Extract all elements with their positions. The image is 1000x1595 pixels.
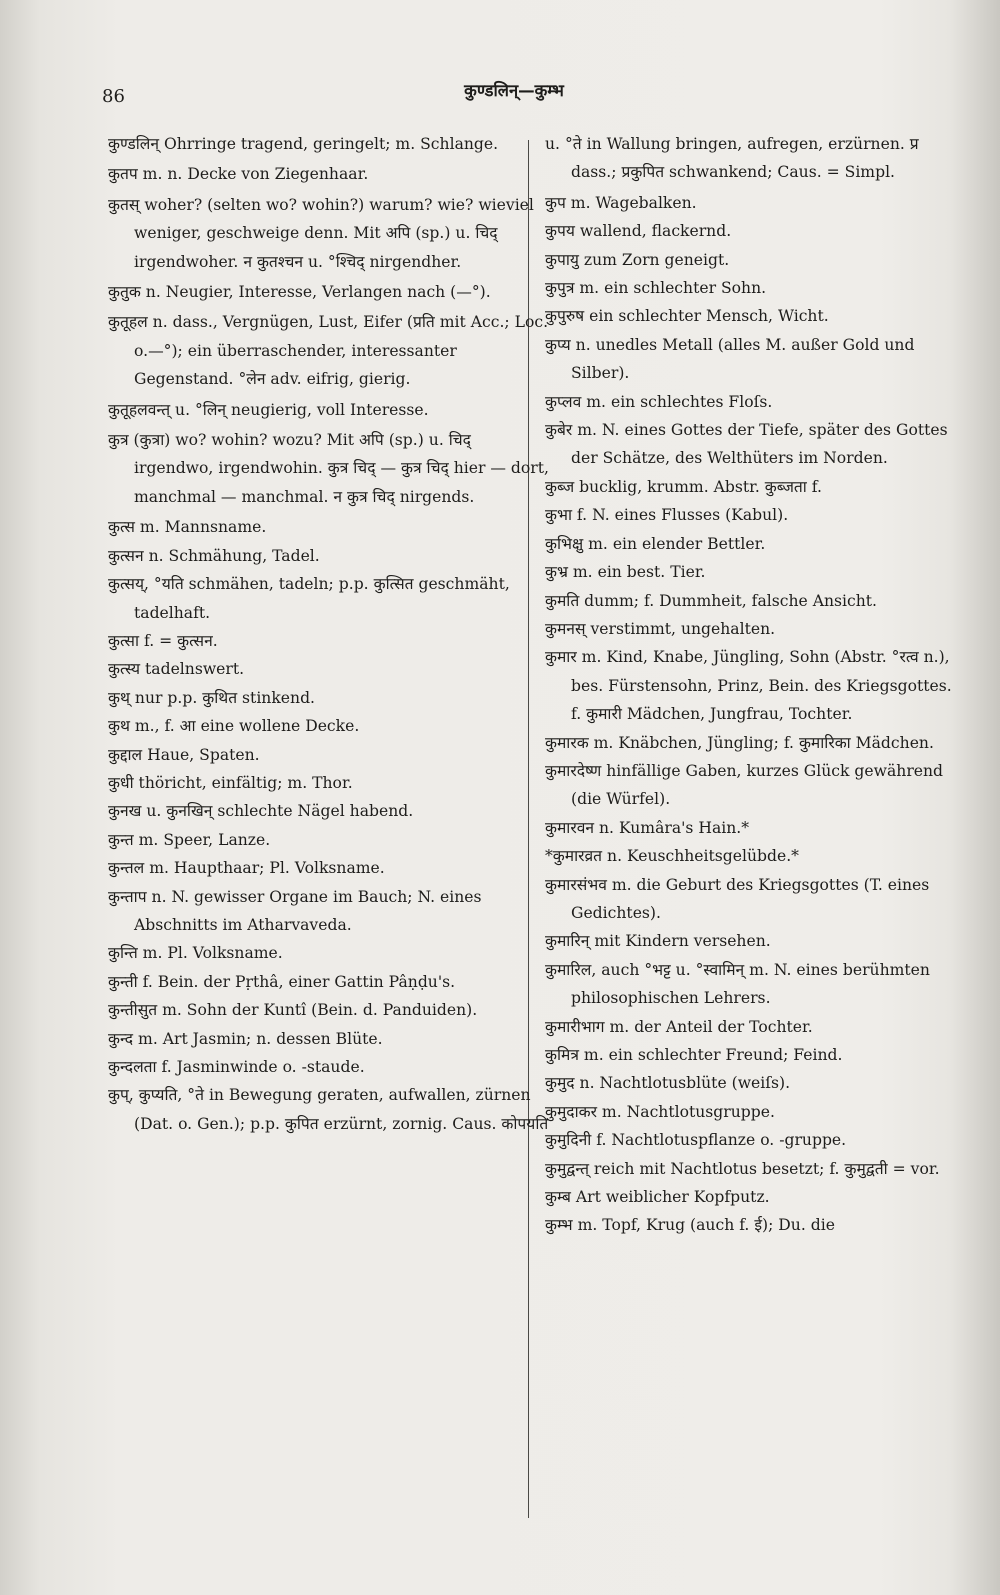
dictionary-entry: कुथ् nur p.p. कुथित stinkend. <box>108 688 316 707</box>
dictionary-entry: कुद्दाल Haue, Spaten. <box>108 745 260 764</box>
dictionary-entry: कुत्स्य tadelnswert. <box>108 660 245 679</box>
dictionary-entry: कुप्लव m. ein schlechtes Floſs. <box>545 392 773 411</box>
dictionary-entry: कुमुदिनी f. Nachtlotuspflanze o. -gruppe. <box>545 1131 847 1150</box>
running-headword: कुण्डलिन्—कुम्भ <box>464 81 564 100</box>
dictionary-entry: कुमारक m. Knäbchen, Jüngling; f. कुमारिका Mädchen. <box>545 733 934 752</box>
dictionary-entry: कुत्सन n. Schmähung, Tadel. <box>108 546 320 565</box>
dictionary-entry: कुमारीभाग m. der Anteil der Tochter. <box>545 1017 813 1036</box>
dictionary-entry: कुमनस् verstimmt, ungehalten. <box>545 619 776 638</box>
dictionary-entry: कुन्दलता f. Jasminwinde o. -staude. <box>108 1058 365 1076</box>
dictionary-entry: कुभिक्षु m. ein elender Bettler. <box>545 534 766 553</box>
dictionary-entry: कुतूहल n. dass., Vergnügen, Lust, Eifer (प्रति mit Acc.; Loc. o.—°); ein überraschender, interessanter Gegenstand. °लेन adv. eifrig, gierig. <box>108 313 549 389</box>
dictionary-entry: कुन्त m. Speer, Lanze. <box>108 830 271 849</box>
dictionary-entry: कुपय wallend, flackernd. <box>545 222 732 241</box>
dictionary-entry: कुम्भ m. Topf, Krug (auch f. ई); Du. die <box>545 1216 835 1235</box>
dictionary-entry: कुप्, कुप्यति, °ते in Bewegung geraten, aufwallen, zürnen (Dat. o. Gen.); p.p. कुपित erzürnt, zornig. Caus. कोपयति <box>108 1086 549 1133</box>
dictionary-entry: कुप m. Wagebalken. <box>545 193 697 212</box>
page-number: 86 <box>102 86 125 107</box>
dictionary-entry: कुत्र (कुत्रा) wo? wohin? wozu? Mit अपि (sp.) u. चिद् irgendwo, irgendwohin. कुत्र चिद् — कुत्र चिद् hier — dort, manchmal — manchmal. न कुत्र चिद् nirgends. <box>108 431 549 506</box>
dictionary-entry: कुमुदाकर m. Nachtlotusgruppe. <box>545 1102 775 1121</box>
dictionary-entry: *कुमारव्रत n. Keuschheitsgelübde.* <box>545 847 799 866</box>
dictionary-entry: कुमुद n. Nachtlotusblüte (weiſs). <box>545 1074 791 1093</box>
dictionary-entry: कुमारिन् mit Kindern versehen. <box>545 932 771 951</box>
dictionary-entry: कुब्ज bucklig, krumm. Abstr. कुब्जता f. <box>545 477 822 496</box>
dictionary-entry: कुबेर m. N. eines Gottes der Tiefe, später des Gottes der Schätze, des Welthüters im Norden. <box>545 421 948 468</box>
dictionary-entry: कुपुत्र m. ein schlechter Sohn. <box>545 279 767 298</box>
dictionary-entry: कुन्ताप n. N. gewisser Organe im Bauch; N. eines Abschnitts im Atharvaveda. <box>108 887 482 934</box>
dictionary-entry: कुमति dumm; f. Dummheit, falsche Ansicht. <box>545 591 877 610</box>
dictionary-entry: कुभ्र m. ein best. Tier. <box>545 563 706 582</box>
dictionary-entry: कुमारवन n. Kumâra's Hain.* <box>545 818 750 837</box>
dictionary-entry: कुधी thöricht, einfältig; m. Thor. <box>108 773 353 792</box>
dictionary-entry: कुत्सा f. = कुत्सन. <box>108 631 218 650</box>
dictionary-entry: कुतप m. n. Decke von Ziegenhaar. <box>108 165 369 184</box>
dictionary-entry: कुमारिल, auch °भट्ट u. °स्वामिन् m. N. eines berühmten philosophischen Lehrers. <box>545 960 930 1008</box>
dictionary-entry: कुन्ति m. Pl. Volksname. <box>108 944 283 963</box>
dictionary-entry: कुम्ब Art weiblicher Kopfputz. <box>545 1188 770 1207</box>
dictionary-entry: कुभा f. N. eines Flusses (Kabul). <box>545 506 789 525</box>
dictionary-entry: कुमुद्वन्त् reich mit Nachtlotus besetzt; f. कुमुद्वती = vor. <box>545 1159 940 1178</box>
dictionary-entry: कुत्सय्, °यति schmähen, tadeln; p.p. कुत्सित geschmäht, tadelhaft. <box>108 575 510 622</box>
right-column <box>545 130 953 1240</box>
dictionary-entry: कुन्द m. Art Jasmin; n. dessen Blüte. <box>108 1029 383 1048</box>
dictionary-entry: कुत्स m. Mannsname. <box>108 518 267 537</box>
dictionary-entry: कुमारदेष्ण hinfällige Gaben, kurzes Glück gewährend (die Würfel). <box>545 761 944 809</box>
dictionary-entry: u. °ते in Wallung bringen, aufregen, erzürnen. प्र dass.; प्रकुपित schwankend; Caus. = Simpl. <box>545 135 919 182</box>
dictionary-entry: कुपुरुष ein schlechter Mensch, Wicht. <box>545 307 829 326</box>
left-column <box>108 130 553 1138</box>
dictionary-entry: कुमित्र m. ein schlechter Freund; Feind. <box>545 1046 843 1064</box>
dictionary-entry: कुतूहलवन्त् u. °लिन् neugierig, voll Interesse. <box>108 400 429 419</box>
dictionary-entry: कुप्य n. unedles Metall (alles M. außer Gold und Silber). <box>545 335 915 383</box>
dictionary-entry: कुमार m. Kind, Knabe, Jüngling, Sohn (Abstr. °रत्व n.), bes. Fürstensohn, Prinz, Bein. des Kriegsgottes. f. कुमारी Mädchen, Jungfrau, Tochter. <box>545 648 952 724</box>
dictionary-entry: कुमारसंभव m. die Geburt des Kriegsgottes (T. eines Gedichtes). <box>545 875 930 922</box>
dictionary-entry: कुपायु zum Zorn geneigt. <box>545 250 730 269</box>
dictionary-entry: कुन्तल m. Haupthaar; Pl. Volksname. <box>108 859 385 878</box>
dictionary-entry: कुन्तीसुत m. Sohn der Kuntî (Bein. d. Panduiden). <box>108 1001 478 1020</box>
dictionary-entry: कुथ m., f. आ eine wollene Decke. <box>108 717 360 736</box>
dictionary-entry: कुतुक n. Neugier, Interesse, Verlangen nach (—°). <box>108 283 491 302</box>
dictionary-entry: कुनख u. कुनखिन् schlechte Nägel habend. <box>108 802 414 821</box>
dictionary-entry: कुन्ती f. Bein. der Pṛthâ, einer Gattin Pâṇḍu's. <box>108 972 456 991</box>
dictionary-entry: कुतस् woher? (selten wo? wohin?) warum? wie? wieviel weniger, geschweige denn. Mit अपि (sp.) u. चिद् irgendwoher. न कुतश्चन u. °श्चिद् nirgendher. <box>108 195 534 271</box>
dictionary-entry: कुण्डलिन् Ohrringe tragend, geringelt; m. Schlange. <box>108 135 499 153</box>
